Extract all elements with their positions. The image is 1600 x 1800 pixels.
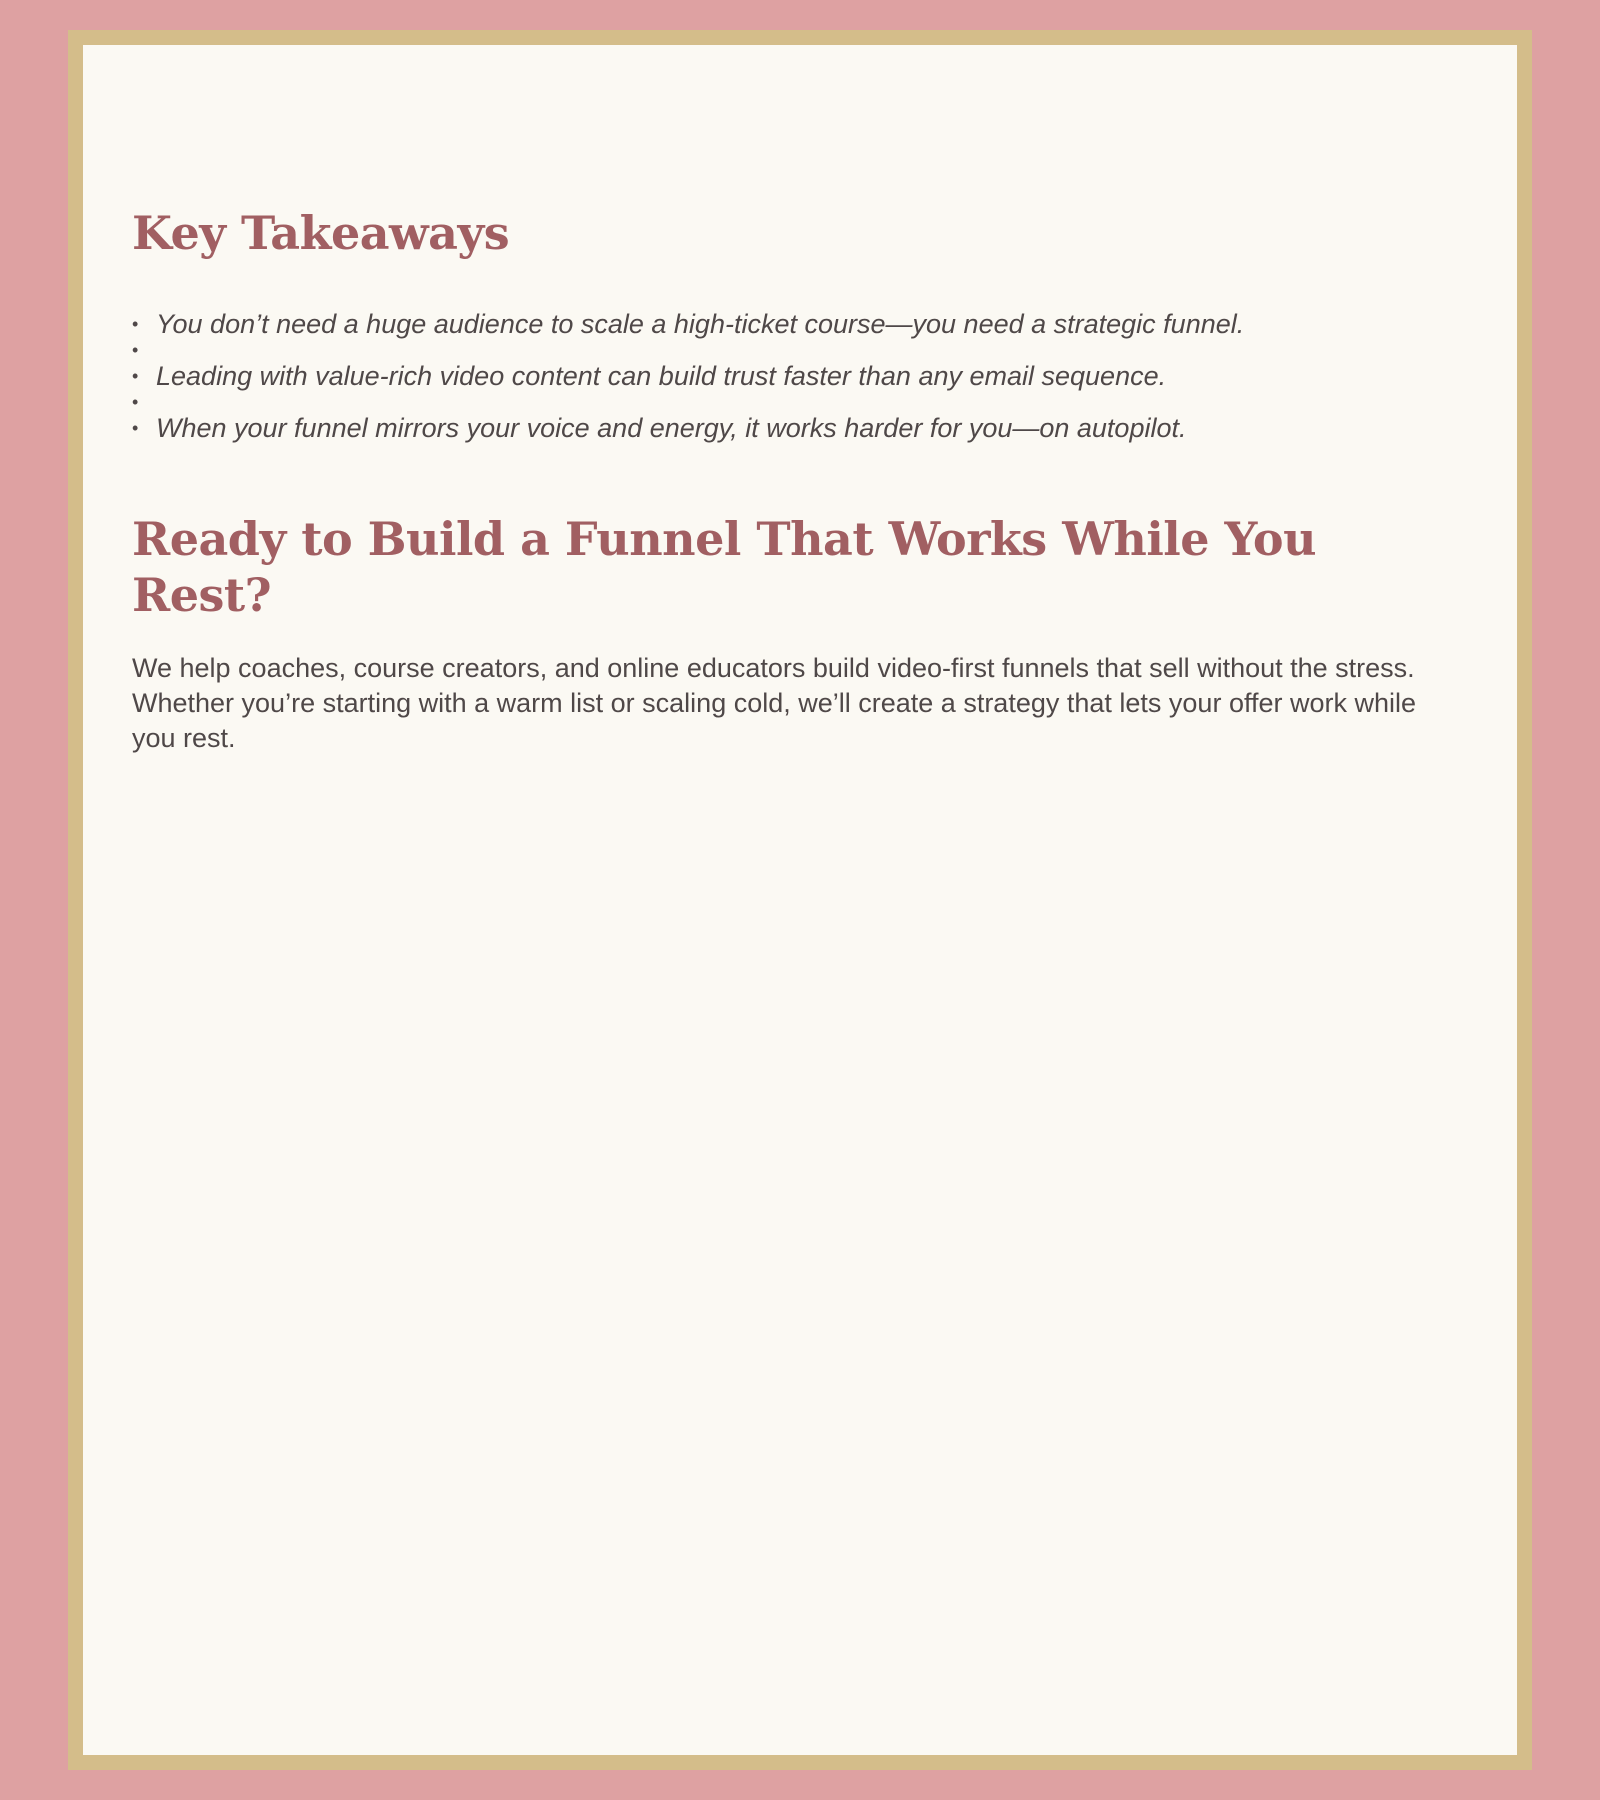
takeaways-list (132, 311, 1469, 441)
cta-paragraph: We help coaches, course creators, and online educators build video-first funnels that sell without the stress. Whether you’re starting with a warm list or scaling cold, we’ll create a strategy that lets your offer work while you rest. (132, 653, 1417, 753)
takeaway-item: • When your funnel mirrors your voice and energy, it works harder for you—on autopilot. (132, 415, 1469, 441)
takeaway-item: • You don’t need a huge audience to scale a high-ticket course—you need a strategic funnel. (132, 311, 1469, 337)
document-page (83, 45, 1517, 1755)
empty-list-item (132, 389, 1469, 415)
empty-list-item (132, 337, 1469, 363)
cta-heading: Ready to Build a Funnel That Works While You Rest? (132, 512, 1317, 622)
key-takeaways-heading: Key Takeaways (132, 206, 510, 260)
takeaway-item: • Leading with value-rich video content can build trust faster than any email sequence. (132, 363, 1469, 389)
